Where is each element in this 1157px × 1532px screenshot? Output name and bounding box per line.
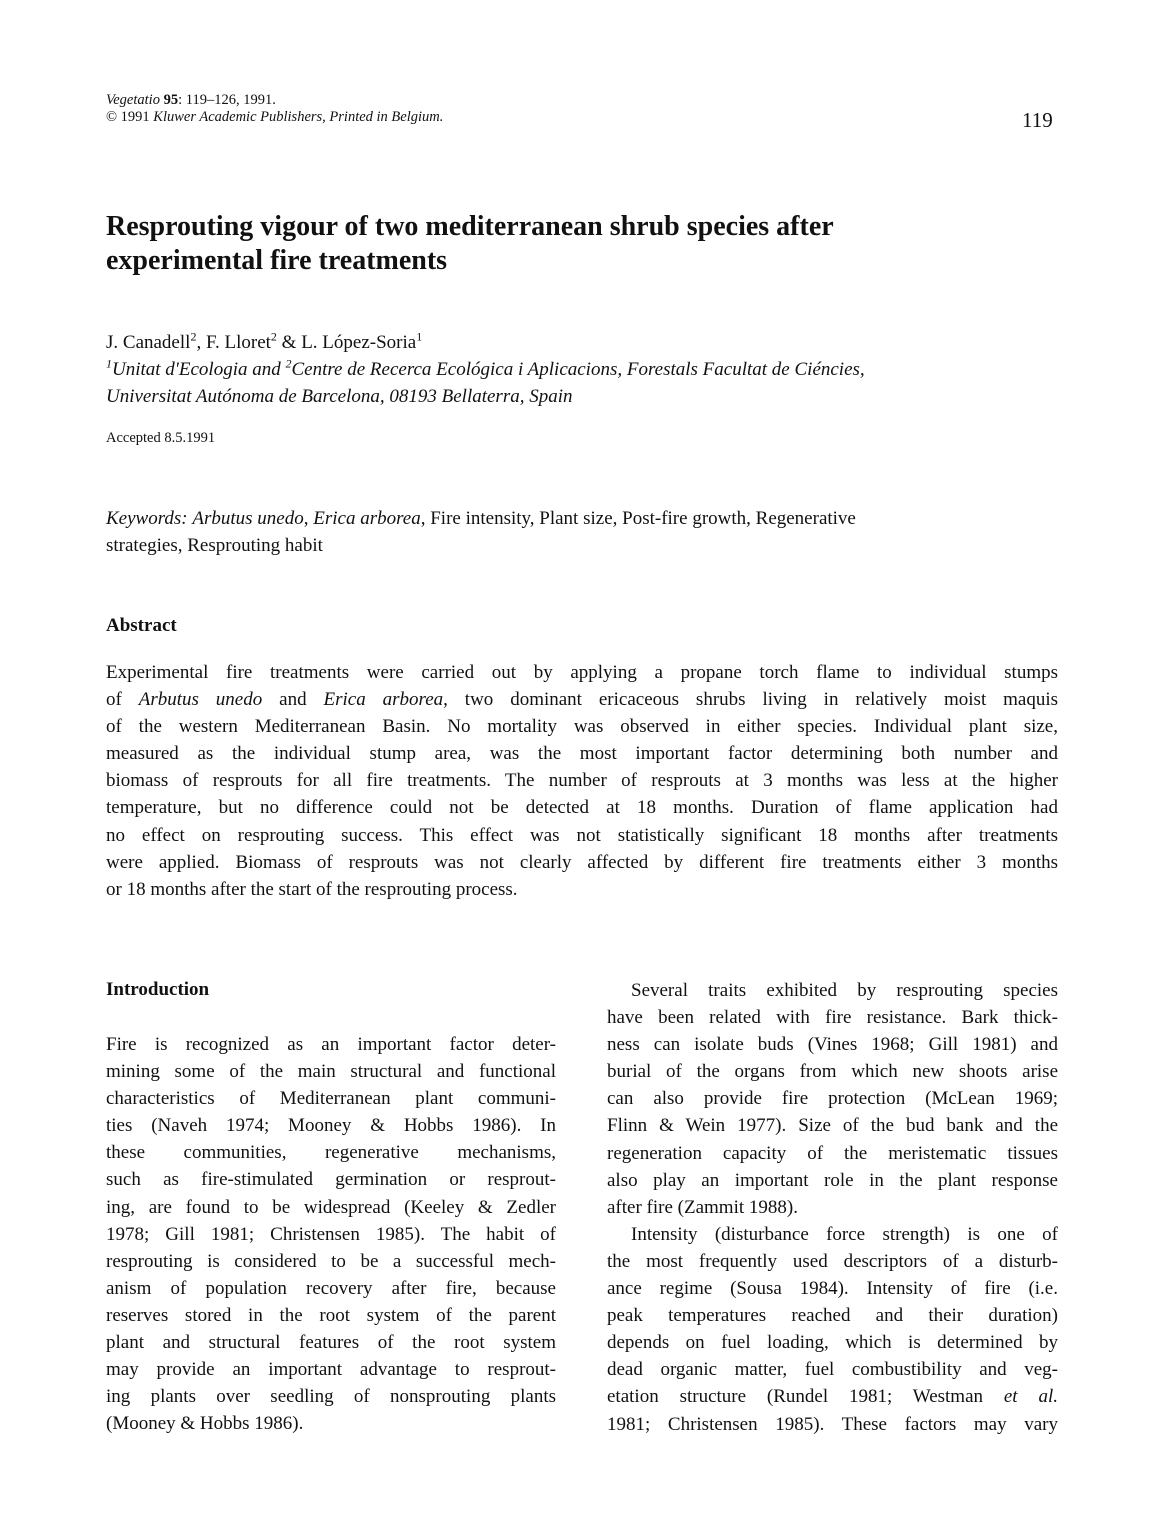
body-line: also play an important role in the plant response bbox=[607, 1169, 1058, 1191]
body-line: Fire is recognized as an important factor deter- bbox=[106, 1034, 556, 1055]
abstract-line: or 18 months after the start of the resprouting process. bbox=[106, 878, 518, 900]
keywords bbox=[106, 505, 1056, 559]
journal-volume: 95 bbox=[163, 92, 179, 108]
copyright: © 1991 bbox=[106, 109, 150, 125]
publisher: Kluwer Academic Publishers, Printed in Belgium. bbox=[153, 109, 444, 125]
et-al: et al. bbox=[1003, 1386, 1058, 1408]
body-line: the most frequently used descriptors of a disturb- bbox=[607, 1250, 1058, 1272]
body-line: (Mooney & Hobbs 1986). bbox=[106, 1413, 304, 1435]
abstract-line: measured as the individual stump area, was the most important factor determining both number and bbox=[106, 743, 1058, 765]
body-line: Intensity (disturbance force strength) is one of bbox=[631, 1223, 1058, 1245]
author-2-affil-sup: 2 bbox=[270, 329, 277, 344]
title-line-1: Resprouting vigour of two mediterranean shrub species after bbox=[106, 211, 834, 242]
keywords-line-2: strategies, Resprouting habit bbox=[106, 535, 323, 556]
author-1: J. Canadell bbox=[106, 332, 191, 353]
body-line: anism of population recovery after fire, because bbox=[106, 1277, 556, 1299]
abstract-line: temperature, but no difference could not be detected at 18 months. Duration of flame application had bbox=[106, 797, 1058, 819]
abstract-line bbox=[106, 686, 1058, 713]
keyword-species-2: Erica arborea bbox=[313, 508, 421, 529]
accepted-date: Accepted 8.5.1991 bbox=[106, 430, 216, 446]
author-2: , F. Lloret bbox=[196, 332, 271, 353]
abstract-line: of the western Mediterranean Basin. No mortality was observed in either species. Individual plant size, bbox=[106, 716, 1058, 738]
species-name: Erica arborea bbox=[323, 689, 444, 711]
body-line: ness can isolate buds (Vines 1968; Gill 1981) and bbox=[607, 1034, 1058, 1056]
title-line-2: experimental fire treatments bbox=[106, 245, 448, 276]
body-line: 1978; Gill 1981; Christensen 1985). The habit of bbox=[106, 1223, 556, 1245]
body-line bbox=[607, 1383, 1058, 1410]
body-line: plant and structural features of the root system bbox=[106, 1332, 556, 1354]
body-line: ties (Naveh 1974; Mooney & Hobbs 1986). In bbox=[106, 1115, 556, 1137]
body-line: dead organic matter, fuel combustibility and veg- bbox=[607, 1359, 1058, 1381]
body-line: may provide an important advantage to resprout- bbox=[106, 1359, 556, 1381]
abstract-text: and bbox=[262, 689, 324, 711]
abstract-text: , two dominant ericaceous shrubs living in relatively moist maquis bbox=[443, 689, 1059, 711]
affiliation bbox=[106, 356, 865, 410]
left-column bbox=[106, 1031, 556, 1437]
journal-name: Vegetatio bbox=[106, 92, 160, 108]
body-line: 1981; Christensen 1985). These factors may vary bbox=[607, 1413, 1058, 1435]
abstract-line: no effect on resprouting success. This effect was not statistically significant 18 months after treatments bbox=[106, 824, 1058, 846]
abstract-text: of bbox=[106, 689, 139, 711]
keywords-rest: , Fire intensity, Plant size, Post-fire growth, Regenerative bbox=[420, 508, 856, 529]
author-list bbox=[106, 329, 422, 356]
affil-part-1: Unitat d'Ecologia and bbox=[112, 359, 286, 380]
body-line: characteristics of Mediterranean plant communi- bbox=[106, 1088, 556, 1110]
journal-citation bbox=[106, 92, 443, 126]
author-3-affil-sup: 1 bbox=[416, 329, 423, 344]
body-line: resprouting is considered to be a successful mech- bbox=[106, 1250, 556, 1272]
body-line: after fire (Zammit 1988). bbox=[607, 1196, 798, 1218]
body-line: Several traits exhibited by resprouting species bbox=[631, 980, 1058, 1001]
body-line: regeneration capacity of the meristematic tissues bbox=[607, 1142, 1058, 1164]
keywords-line-1 bbox=[106, 505, 1056, 532]
body-line: ing, are found to be widespread (Keeley & Zedler bbox=[106, 1196, 556, 1218]
page-number: 119 bbox=[1022, 108, 1053, 132]
paper-title bbox=[106, 210, 1006, 278]
keyword-species-1: Arbutus unedo bbox=[192, 508, 304, 529]
body-line: reserves stored in the root system of the parent bbox=[106, 1304, 556, 1326]
body-line: these communities, regenerative mechanisms, bbox=[106, 1142, 556, 1164]
affiliation-line-1 bbox=[106, 356, 865, 383]
author-1-affil-sup: 2 bbox=[190, 329, 197, 344]
species-name: Arbutus unedo bbox=[138, 689, 263, 711]
abstract-line: Experimental fire treatments were carried out by applying a propane torch flame to individual stumps bbox=[106, 662, 1058, 683]
author-3: & L. López-Soria bbox=[276, 332, 417, 353]
affil-sup-1: 1 bbox=[106, 356, 112, 371]
journal-line-1 bbox=[106, 92, 443, 109]
body-line: ing plants over seedling of nonsprouting plants bbox=[106, 1386, 556, 1408]
abstract-line: biomass of resprouts for all fire treatments. The number of resprouts at 3 months was less at the higher bbox=[106, 770, 1058, 792]
body-line: such as fire-stimulated germination or resprout- bbox=[106, 1169, 556, 1191]
body-line: peak temperatures reached and their duration) bbox=[607, 1305, 1058, 1327]
abstract-body bbox=[106, 659, 1058, 903]
journal-line-2 bbox=[106, 109, 443, 126]
body-line: ance regime (Sousa 1984). Intensity of fire (i.e. bbox=[607, 1278, 1058, 1300]
affil-part-2: Centre de Recerca Ecológica i Aplicacions, Forestals Facultat de Ciéncies, bbox=[291, 359, 865, 380]
keywords-label: Keywords: bbox=[106, 508, 188, 529]
body-text: etation structure (Rundel 1981; Westman bbox=[607, 1386, 1004, 1408]
body-line: have been related with fire resistance. Bark thick- bbox=[607, 1007, 1058, 1029]
body-line: burial of the organs from which new shoots arise bbox=[607, 1061, 1058, 1083]
journal-pages-year: : 119–126, 1991. bbox=[178, 92, 276, 108]
right-column bbox=[607, 977, 1058, 1438]
affil-sup-2: 2 bbox=[285, 356, 292, 371]
body-line: mining some of the main structural and functional bbox=[106, 1061, 556, 1083]
affiliation-line-2: Universitat Autónoma de Barcelona, 08193 Bellaterra, Spain bbox=[106, 386, 573, 407]
body-line: Flinn & Wein 1977). Size of the bud bank and the bbox=[607, 1115, 1058, 1137]
abstract-line: were applied. Biomass of resprouts was not clearly affected by different fire treatments either 3 months bbox=[106, 851, 1058, 873]
abstract-heading: Abstract bbox=[106, 615, 177, 636]
body-line: depends on fuel loading, which is determined by bbox=[607, 1332, 1058, 1354]
keyword-sep: , bbox=[303, 508, 314, 529]
body-line: can also provide fire protection (McLean 1969; bbox=[607, 1088, 1058, 1110]
introduction-heading: Introduction bbox=[106, 979, 210, 1000]
